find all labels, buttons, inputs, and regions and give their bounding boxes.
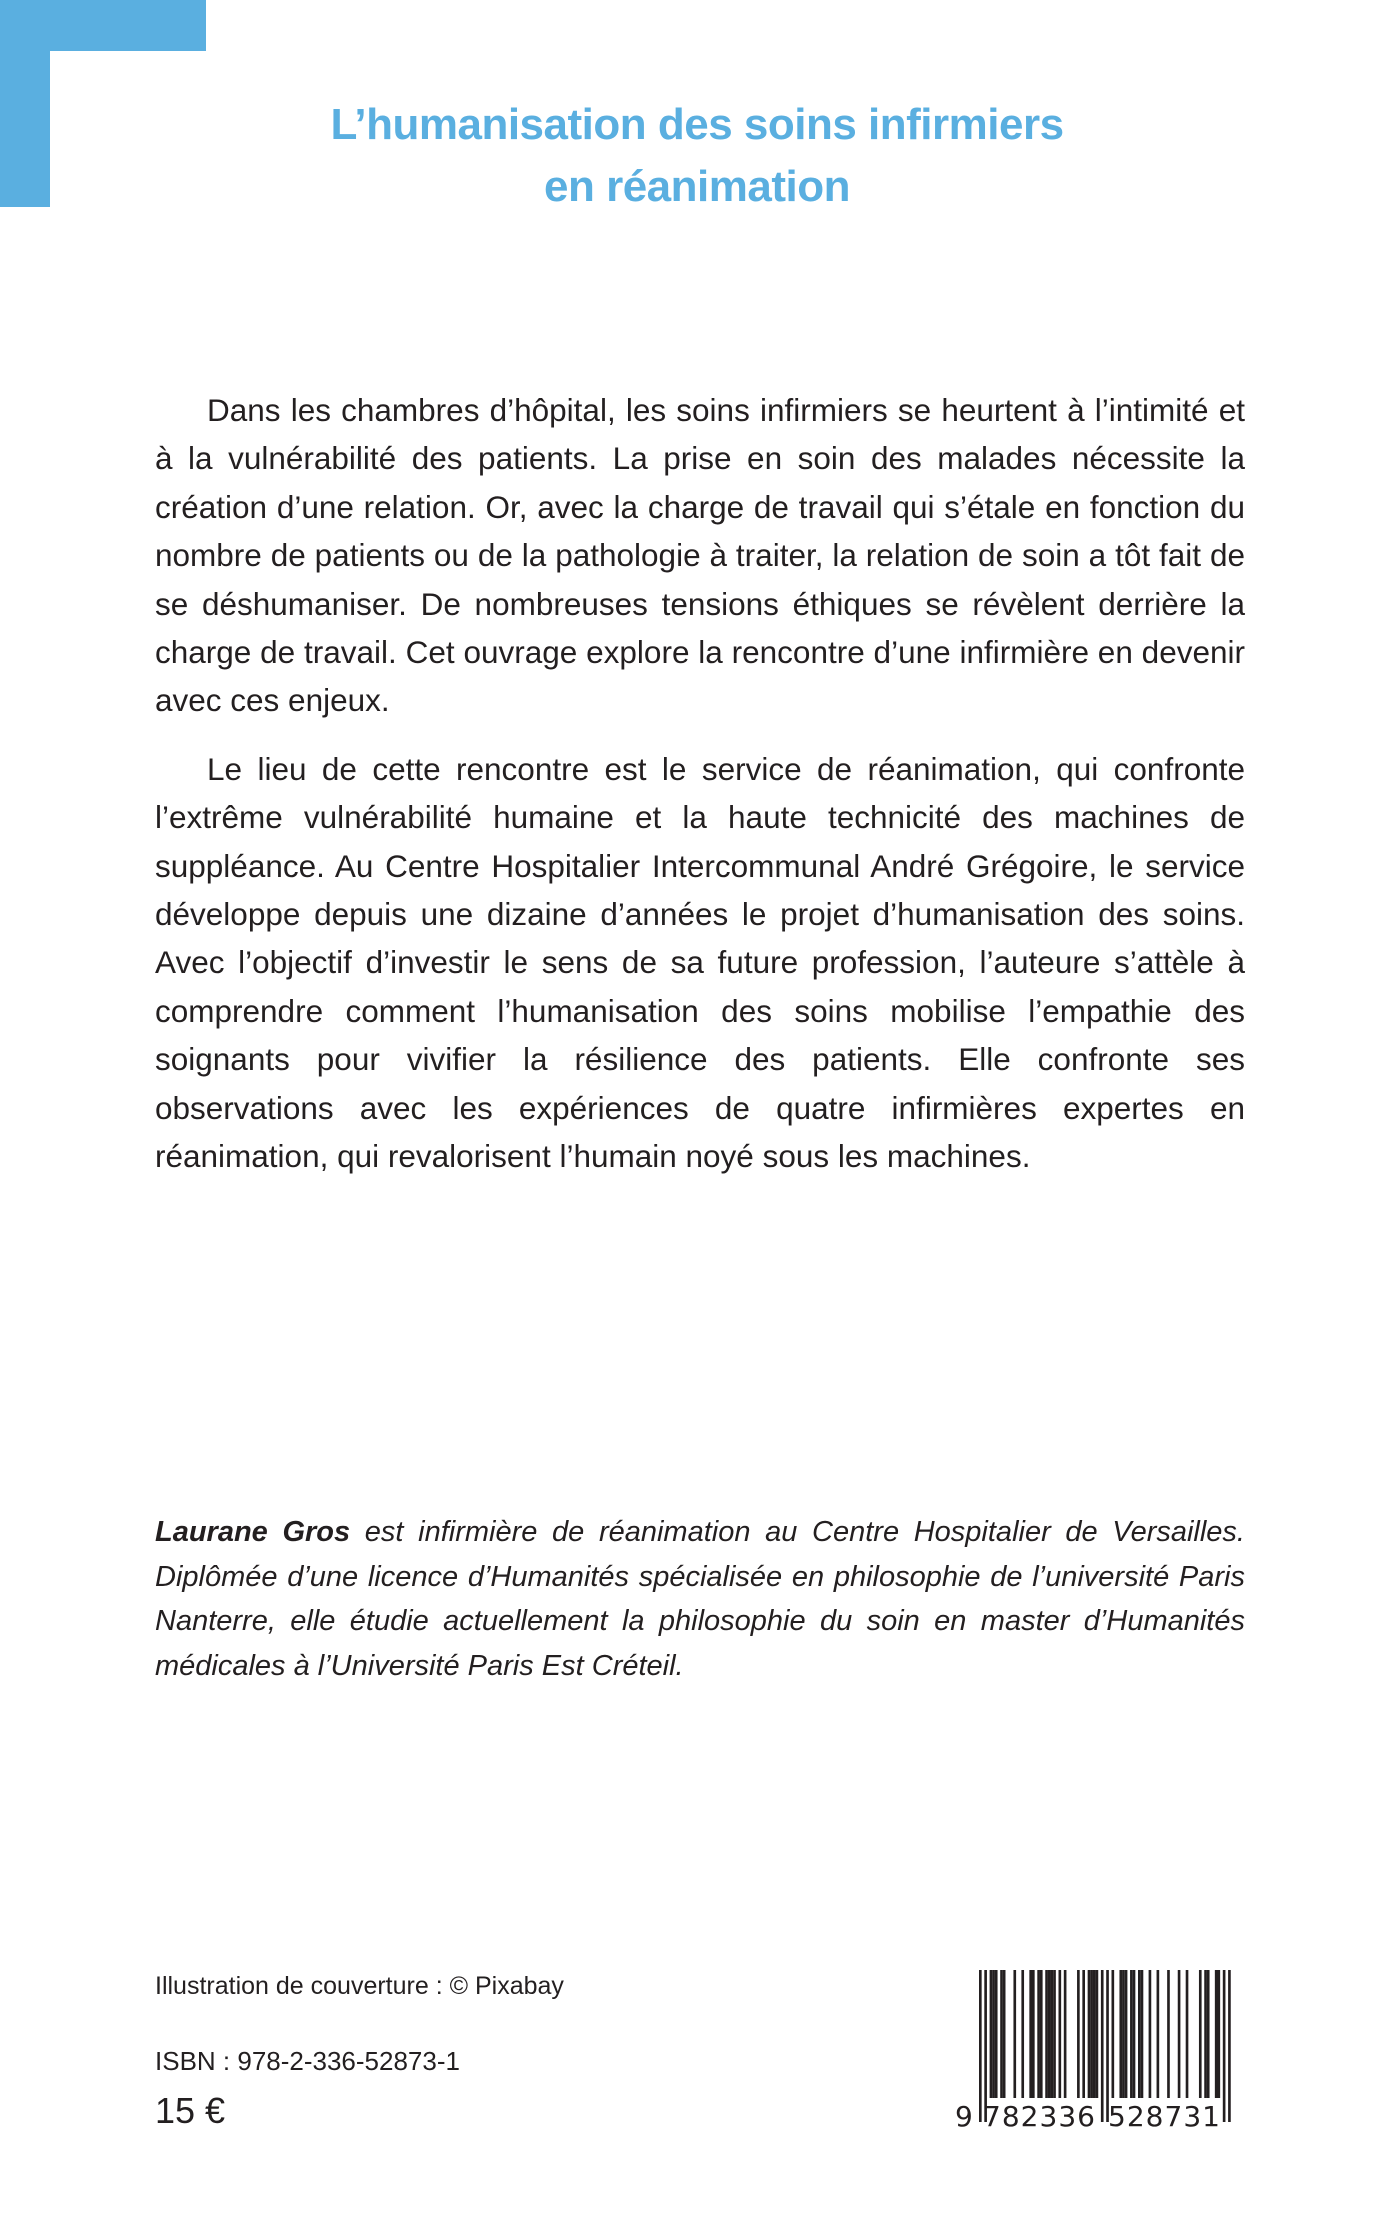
price: 15 € xyxy=(155,2090,226,2131)
barcode-bar xyxy=(1141,1970,1144,2098)
barcode xyxy=(953,1968,1245,2130)
summary-paragraph-1: Dans les chambres d’hôpital, les soins infirmiers se heurtent à l’intimité et à la vulnérabilité des patients. La prise en soin des malades nécessite la création d’une relation. Or, avec la charge de travail qui s’étale en fonction du nombre de patients ou de la pathologie à traiter, la relation de soin a tôt fait de se déshumaniser. De nombreuses tensions éthiques se révèlent derrière la charge de travail. Cet ouvrage explore la rencontre d’une infirmière en devenir avec ces enjeux. xyxy=(155,392,1245,719)
barcode-bar xyxy=(1077,1970,1080,2098)
barcode-bar xyxy=(1101,1970,1104,2122)
summary xyxy=(155,386,1245,1181)
barcode-bar xyxy=(1090,1970,1093,2098)
barcode-bar xyxy=(1000,1970,1003,2098)
barcode-bar xyxy=(1096,1970,1099,2098)
barcode-bar xyxy=(1040,1970,1043,2098)
corner-accent-side xyxy=(0,0,50,207)
barcode-bar xyxy=(979,1970,982,2122)
barcode-bar xyxy=(1125,1970,1128,2098)
barcode-bar xyxy=(1093,1970,1096,2098)
barcode-bar xyxy=(1186,1970,1189,2098)
barcode-bar xyxy=(1053,1970,1056,2098)
barcode-bar xyxy=(1064,1970,1067,2098)
barcode-bar xyxy=(1122,1970,1125,2098)
barcode-bar xyxy=(1178,1970,1181,2098)
barcode-bar xyxy=(1223,1970,1226,2122)
barcode-bar xyxy=(1133,1970,1136,2098)
book-title xyxy=(200,94,1194,218)
barcode-bar xyxy=(1037,1970,1040,2098)
barcode-bar xyxy=(1207,1970,1210,2098)
author-name: Laurane Gros xyxy=(155,1516,351,1548)
barcode-bar xyxy=(992,1970,995,2098)
barcode-bar xyxy=(1157,1970,1160,2098)
barcode-bar xyxy=(1051,1970,1054,2098)
barcode-bar xyxy=(1204,1970,1207,2098)
isbn: ISBN : 978-2-336-52873-1 xyxy=(155,2046,460,2076)
barcode-bar xyxy=(1138,1970,1141,2098)
barcode-first-digit: 9 xyxy=(955,2100,973,2130)
barcode-bar xyxy=(1218,1970,1221,2098)
title-line-2: en réanimation xyxy=(544,162,850,211)
barcode-bar xyxy=(1021,1970,1024,2098)
summary-paragraph-2: Le lieu de cette rencontre est le service de réanimation, qui confronte l’extrême vulnérabilité humaine et la haute technicité des machines de suppléance. Au Centre Hospitalier Intercommunal André Grégoire, le service développe depuis une dizaine d’années le projet d’humanisation des soins. Avec l’objectif d’investir le sens de sa future profession, l’auteure s’attèle à comprendre comment l’humanisation des soins mobilise l’empathie des soignants pour vivifier la résilience des patients. Elle confronte ses observations avec les expériences de quatre infirmières expertes en réanimation, qui revalorisent l’humain noyé sous les machines. xyxy=(155,750,1245,1175)
barcode-bar xyxy=(1082,1970,1085,2098)
barcode-graphic xyxy=(953,1968,1245,2130)
barcode-bar xyxy=(1029,1970,1032,2098)
author-bio xyxy=(155,1510,1245,1688)
title-line-1: L’humanisation des soins infirmiers xyxy=(330,100,1064,149)
barcode-bar xyxy=(995,1970,998,2098)
barcode-bar xyxy=(1167,1970,1170,2098)
barcode-bar xyxy=(1003,1970,1006,2098)
barcode-left-digits: 782336 xyxy=(983,2100,1095,2130)
barcode-bar xyxy=(1112,1970,1115,2098)
barcode-bar xyxy=(1088,1970,1091,2098)
barcode-bar xyxy=(1199,1970,1202,2098)
barcode-bar xyxy=(1013,1970,1016,2098)
barcode-bar xyxy=(990,1970,993,2098)
barcode-bar xyxy=(1149,1970,1152,2098)
barcode-bar xyxy=(1032,1970,1035,2098)
barcode-bar xyxy=(1048,1970,1051,2098)
author-bio-text: est infirmière de réanimation au Centre Hospitalier de Versailles. Diplômée d’une licence d’Humanités spécialisée en philosophie de l’université Paris Nanterre, elle étudie actuellement la philosophie du soin en master d’Humanités médicales à l’Université Paris Est Créteil. xyxy=(155,1516,1245,1682)
barcode-bar xyxy=(1215,1970,1218,2098)
barcode-bar xyxy=(1228,1970,1231,2122)
barcode-bar xyxy=(1130,1970,1133,2098)
barcode-bar xyxy=(1119,1970,1122,2098)
barcode-bar xyxy=(1059,1970,1062,2098)
barcode-bar xyxy=(1045,1970,1048,2098)
illustration-credit: Illustration de couverture : © Pixabay xyxy=(155,1972,564,2000)
barcode-right-digits: 528731 xyxy=(1108,2100,1220,2130)
